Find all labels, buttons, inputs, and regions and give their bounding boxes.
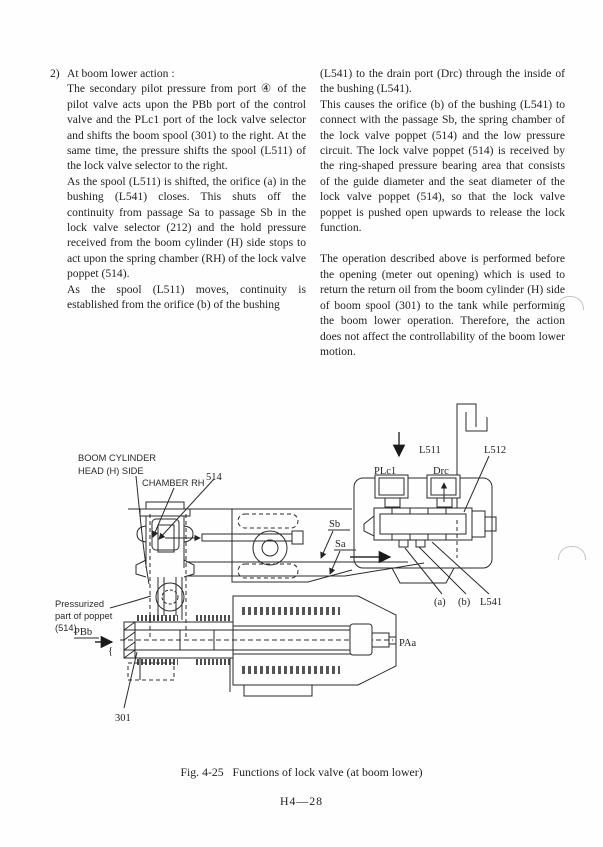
label-301: 301	[115, 713, 131, 724]
label-sb: Sb	[329, 519, 341, 530]
label-orifice-a: (a)	[434, 597, 446, 608]
boom-spool-drawing	[74, 596, 396, 708]
lock-valve-diagram	[0, 390, 603, 760]
label-l512: L512	[484, 445, 507, 456]
paragraph: The secondary pilot pressure from port ④ of the pilot valve acts upon the PBb port of the control valve and the PLc1 port of the lock valve selector and shifts the boom spool (301) to the right. At the same time, the pressure shifts the spool (L511) of the lock valve selector to the right.	[67, 82, 306, 173]
label-orifice-b: (b)	[458, 597, 471, 608]
scan-artifact	[556, 296, 584, 310]
label-boom-cylinder: BOOM CYLINDER	[78, 453, 157, 463]
label-head-h-side: HEAD (H) SIDE	[78, 466, 144, 476]
paragraph: (L541) to the drain port (Drc) through the inside of the bushing (L541).	[320, 67, 565, 96]
callout-leaders	[110, 476, 214, 608]
right-column	[320, 66, 565, 359]
paragraph: This causes the orifice (b) of the bushing (L541) to connect with the passage Sb, the spring chamber of the lock valve poppet (514) and the low pressure circuit. The lock valve poppet (514) is received by the ring-shaped pressure bearing area that consists of the guide diameter and the seat diameter of the lock valve poppet (514), so that the lock valve poppet is pushed open upwards to release the lock function.	[320, 97, 565, 235]
paragraph: As the spool (L511) moves, continuity is established from the orifice (b) of the bushing	[67, 282, 306, 312]
page-number: H4—28	[279, 794, 323, 808]
label-pressurized-1: Pressurized	[55, 599, 105, 609]
label-plc1: PLc1	[374, 466, 397, 477]
section-heading	[50, 66, 306, 81]
label-514: 514	[206, 472, 222, 483]
label-sa: Sa	[335, 539, 346, 550]
label-l511: L511	[419, 445, 441, 456]
label-drc: Drc	[433, 466, 449, 477]
figure-caption: Fig. 4-25 Functions of lock valve (at boom lower)	[180, 765, 423, 779]
label-pbb: PBb	[74, 627, 93, 638]
item-number: 2)	[50, 67, 60, 80]
left-column	[50, 66, 306, 313]
label-chamber-rh: CHAMBER RH	[142, 478, 205, 488]
paragraph: The operation described above is performed before the opening (meter out opening) which is used to return the return oil from the boom cylinder (H) side of boom spool (301) to the tank while performing the boom lower operation. Therefore, the action does not affect the controllability of the boom lower motion.	[320, 252, 565, 358]
drain-tank-symbol	[457, 404, 487, 520]
label-pressurized-2: part of poppet	[55, 611, 113, 621]
label-paa: PAa	[399, 638, 417, 649]
label-l541: L541	[480, 597, 503, 608]
heading-text: At boom lower action :	[67, 67, 175, 80]
paragraph: As the spool (L511) is shifted, the orifice (a) in the bushing (L541) closes. This shuts off the continuity from passage Sa to passage Sb in the lock valve selector (212) and the hold pressure received from the boom cylinder (H) side stops to act upon the spring chamber (RH) of the lock valve poppet (514).	[67, 174, 306, 281]
brace-glyph: {	[108, 646, 114, 657]
label-pressurized-3: (514)	[55, 623, 77, 633]
